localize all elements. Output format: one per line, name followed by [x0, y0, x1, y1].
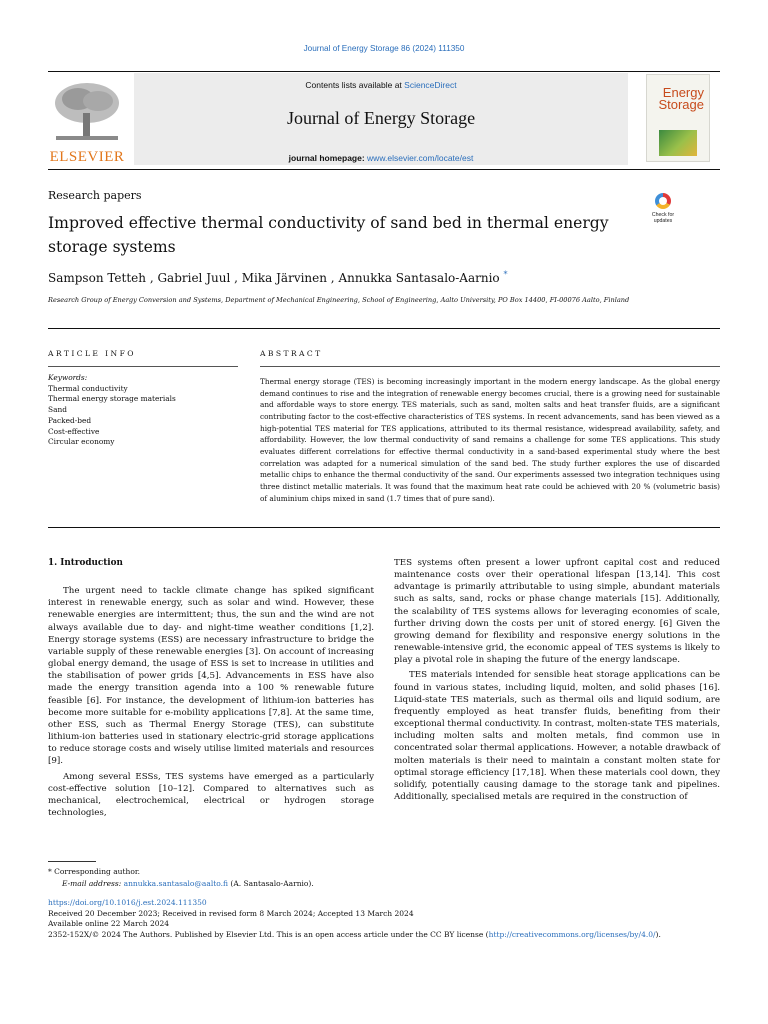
- check-updates-label: Check for updates: [651, 212, 675, 224]
- corresponding-author-note: * Corresponding author.: [48, 867, 141, 876]
- keyword-item: Cost-effective: [48, 426, 100, 436]
- keywords-label: Keywords:: [48, 373, 88, 382]
- keyword-item: Thermal conductivity: [48, 383, 128, 393]
- masthead: [134, 73, 628, 165]
- section-type: Research papers: [48, 189, 142, 202]
- elsevier-wordmark: ELSEVIER: [49, 149, 125, 165]
- abstract-rule: [260, 366, 720, 367]
- check-for-updates-badge[interactable]: [648, 193, 678, 227]
- affiliation: Research Group of Energy Conversion and Systems, Department of Mechanical Engineering, School of Engineering, Aalto University, PO Box 14400, FI-00076 Aalto, Finland: [48, 296, 630, 304]
- cover-illustration: [659, 130, 697, 156]
- footnote-rule: [48, 861, 96, 862]
- publication-info: [48, 898, 738, 940]
- author-list: Sampson Tetteh , Gabriel Juul , Mika Järvinen , Annukka Santasalo-Aarnio *: [48, 270, 508, 285]
- available-online: Available online 22 March 2024: [48, 919, 170, 929]
- license-link[interactable]: http://creativecommons.org/licenses/by/4.0/: [488, 929, 656, 939]
- abstract-text: Thermal energy storage (TES) is becoming increasingly important in the modern energy landscape. As the global energy demand continues to rise and the integration of renewable energy becomes crucial, there is a growing need for sustainable and affordable ways to store energy. TES materials, such as sand, molten salts and heat transfer fluids, are a significant contributing factor to the cost-effective characteristics of TES systems. In recent advancements, sand has been viewed as a high-potential TES material for TES applications, attributed to its thermal resistance, widespread availability, safety, and affordability. However, the low thermal conductivity of sand remains a challenge for some TES applications. This study evaluates different correlations for effective thermal conductivity in a sand-based experimental study where the best correlation was adapted for a numerical simulation of the sand bed. The study further explores the use of discarded metallic chips to enhance the thermal conductivity of the sand. Our experiments assessed two integration techniques using three distinct metallic materials. It was found that the maximum heat rate could be achieved with 20 % (volumetric basis) of aluminium chips mixed in sand (1.7 times that of pure sand).: [260, 377, 720, 503]
- cover-title: Energy Storage: [658, 85, 704, 112]
- journal-cover-image[interactable]: [646, 74, 710, 162]
- journal-header: [48, 71, 720, 170]
- email-line: E-mail address: annukka.santasalo@aalto.fi (A. Santasalo-Aarnio).: [62, 879, 314, 888]
- footnote: [48, 866, 314, 890]
- homepage-line: journal homepage: www.elsevier.com/locate/est: [288, 153, 474, 163]
- homepage-link[interactable]: www.elsevier.com/locate/est: [367, 153, 474, 163]
- journal-title: Journal of Energy Storage: [286, 108, 476, 128]
- header-bottom-rule: [48, 169, 720, 170]
- keywords-block: [48, 373, 238, 448]
- body-paragraph: Among several ESSs, TES systems have emerged as a particularly cost-effective solution [10–12]. Compared to alternatives such as mechanical, electrochemical, electrical or hydrogen storage technologies,: [48, 771, 374, 818]
- article-title: Improved effective thermal conductivity of sand bed in thermal energy storage systems: [48, 214, 609, 256]
- body-left-column: [48, 557, 374, 819]
- body-paragraph: TES materials intended for sensible heat storage applications can be found in various states, including liquid, molten, and solid phases [16]. Liquid-state TES materials, such as thermal oils and liquid sodium, are frequently employed as heat transfer fluids, benefiting from their exceptional thermal conductivity. In contrast, molten-state TES materials, including molten salts and molten metals, find common use in concentrated solar thermal applications. However, a notable drawback of molten materials is their need to maintain a constant molten state for optimal storage efficiency [17,18]. When these materials cool down, they solidify, potentially causing damage to the storage tank and pipelines. Additionally, specialised metals are required in the construction of: [394, 670, 720, 802]
- received-dates: Received 20 December 2023; Received in revised form 8 March 2024; Accepted 13 March 2024: [48, 908, 414, 918]
- sciencedirect-link[interactable]: ScienceDirect: [404, 80, 457, 90]
- header-top-rule: [48, 71, 720, 72]
- journal-citation[interactable]: Journal of Energy Storage 86 (2024) 111350: [303, 44, 465, 53]
- top-divider: [48, 328, 720, 329]
- keyword-item: Circular economy: [48, 437, 115, 447]
- contents-line: Contents lists available at ScienceDirect: [305, 80, 457, 90]
- keyword-item: Thermal energy storage materials: [48, 394, 176, 404]
- body-right-column: [394, 557, 720, 803]
- body-paragraph: The urgent need to tackle climate change has spiked significant interest in renewable energy, such as solar and wind. However, these renewable energies are intermittent; thus, the sun and the wind are not always available due to day- and night-time weather conditions [1,2]. Energy storage systems (ESS) are necessary infrastructure to bridge the variable supply of these renewable energies [3]. On account of increasing global energy demand, the usage of ESS is set to increase in utilities and the stabilisation of power grids [4,5]. Advancements in ESS have also made the energy transition agenda into a 100 % renewable future feasible [6]. For instance, the development of lithium-ion batteries has become more suitable for e-mobility applications [7,8]. At the same time, other ESS, such as Thermal Energy Storage (TES), can substitute lithium-ion batteries used in stationary electric-grid storage applications to reduce storage costs and wisely utilise limited materials and resources [9].: [48, 586, 374, 767]
- abstract-bottom-divider: [48, 527, 720, 528]
- section-heading: 1. Introduction: [48, 558, 123, 568]
- corresponding-author-mark[interactable]: *: [503, 270, 508, 279]
- email-link[interactable]: annukka.santasalo@aalto.fi: [123, 879, 229, 888]
- keyword-item: Sand: [48, 405, 67, 415]
- doi-link[interactable]: https://doi.org/10.1016/j.est.2024.111350: [48, 898, 207, 907]
- elsevier-tree-icon: [50, 79, 124, 143]
- keyword-item: Packed-bed: [48, 415, 92, 425]
- copyright-line: 2352-152X/© 2024 The Authors. Published by Elsevier Ltd. This is an open access article under the CC BY license (http://creativecommons.org/licenses/by/4.0/).: [48, 929, 661, 939]
- body-paragraph: TES systems often present a lower upfront capital cost and reduced maintenance costs over their operational lifespan [13,14]. This cost advantage is primarily attributable to using simple, abundant materials such as salts, sand, rocks or phase change materials [15]. Additionally, the scalability of TES systems allows for leveraging economies of scale, further driving down the costs per unit of stored energy. [6] Given the growing demand for flexibility and responsive energy solutions in the renewable-intensive grid, the economic appeal of TES systems is likely to play a pivotal role in shaping the future of the energy landscape.: [394, 558, 720, 666]
- article-info-heading: ARTICLE INFO: [48, 349, 136, 358]
- abstract-heading: ABSTRACT: [260, 349, 323, 358]
- article-info-rule: [48, 366, 238, 367]
- check-updates-icon: [655, 193, 671, 209]
- elsevier-logo: [48, 77, 126, 167]
